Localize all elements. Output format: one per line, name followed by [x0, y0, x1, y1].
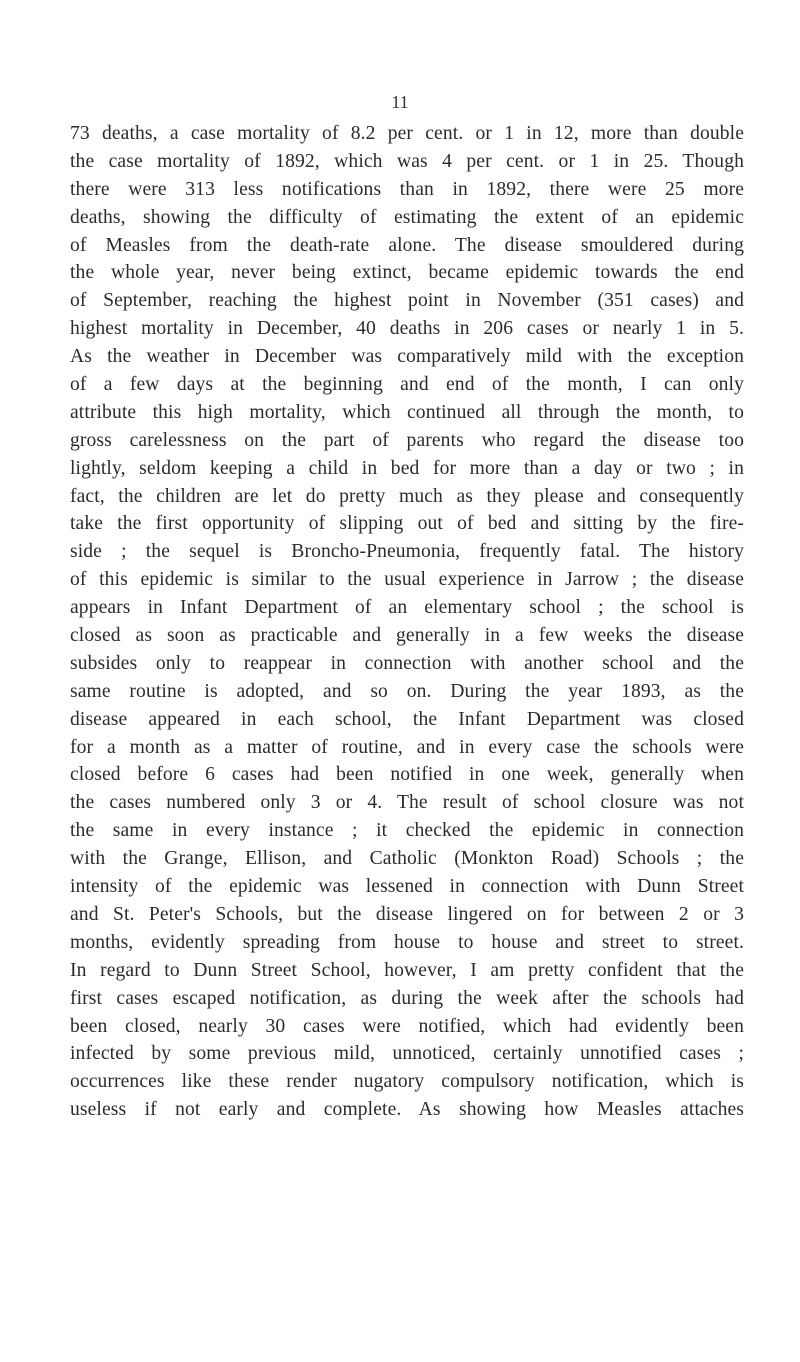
text-line: first cases escaped notification, as during the week after the schools had — [70, 987, 744, 1009]
text-line: disease appeared in each school, the Infant Department was closed — [70, 708, 744, 730]
text-line: 73 deaths, a case mortality of 8.2 per cent. or 1 in 12, more than double — [70, 123, 744, 144]
text-line: gross carelessness on the part of parents who regard the disease too — [70, 429, 744, 451]
text-line: appears in Infant Department of an elementary school ; the school is — [70, 597, 744, 619]
text-line: intensity of the epidemic was lessened in connection with Dunn Street — [70, 876, 744, 898]
text-line: with the Grange, Ellison, and Catholic (Monkton Road) Schools ; the — [70, 848, 744, 870]
text-line: of Measles from the death-rate alone. The disease smouldered during — [70, 234, 744, 256]
text-line: for a month as a matter of routine, and in every case the schools were — [70, 736, 744, 758]
text-line: take the first opportunity of slipping out of bed and sitting by the fire- — [70, 513, 744, 535]
body-text — [70, 120, 744, 1124]
text-line: useless if not early and complete. As showing how Measles attaches — [70, 1099, 744, 1121]
text-line: deaths, showing the difficulty of estimating the extent of an epidemic — [70, 206, 744, 228]
text-line: highest mortality in December, 40 deaths in 206 cases or nearly 1 in 5. — [70, 318, 744, 340]
text-line: fact, the children are let do pretty much as they please and consequently — [70, 485, 744, 507]
text-line: lightly, seldom keeping a child in bed for more than a day or two ; in — [70, 457, 744, 479]
text-line: attribute this high mortality, which continued all through the month, to — [70, 401, 744, 423]
text-line: In regard to Dunn Street School, however, I am pretty confident that the — [70, 959, 744, 981]
text-line: the cases numbered only 3 or 4. The result of school closure was not — [70, 792, 744, 814]
text-line: of a few days at the beginning and end of the month, I can only — [70, 374, 744, 396]
text-line: been closed, nearly 30 cases were notified, which had evidently been — [70, 1015, 744, 1037]
text-line: the case mortality of 1892, which was 4 per cent. or 1 in 25. Though — [70, 150, 744, 172]
text-line: same routine is adopted, and so on. During the year 1893, as the — [70, 680, 744, 702]
text-line: occurrences like these render nugatory compulsory notification, which is — [70, 1071, 744, 1093]
text-line: side ; the sequel is Broncho-Pneumonia, frequently fatal. The history — [70, 541, 744, 563]
text-line: infected by some previous mild, unnoticed, certainly unnotified cases ; — [70, 1043, 744, 1065]
text-line: the whole year, never being extinct, became epidemic towards the end — [70, 262, 744, 284]
text-line: months, evidently spreading from house to house and street to street. — [70, 931, 744, 953]
page-number: 11 — [391, 92, 409, 112]
text-line: there were 313 less notifications than in 1892, there were 25 more — [70, 178, 744, 200]
text-line: of this epidemic is similar to the usual experience in Jarrow ; the disease — [70, 569, 744, 591]
text-line: subsides only to reappear in connection with another school and the — [70, 652, 744, 674]
text-line: closed before 6 cases had been notified in one week, generally when — [70, 764, 744, 786]
text-line: the same in every instance ; it checked the epidemic in connection — [70, 820, 744, 842]
text-line: As the weather in December was comparatively mild with the exception — [70, 346, 744, 368]
text-line: closed as soon as practicable and generally in a few weeks the disease — [70, 625, 744, 647]
text-line: and St. Peter's Schools, but the disease lingered on for between 2 or 3 — [70, 903, 744, 925]
text-line: of September, reaching the highest point in November (351 cases) and — [70, 290, 744, 312]
